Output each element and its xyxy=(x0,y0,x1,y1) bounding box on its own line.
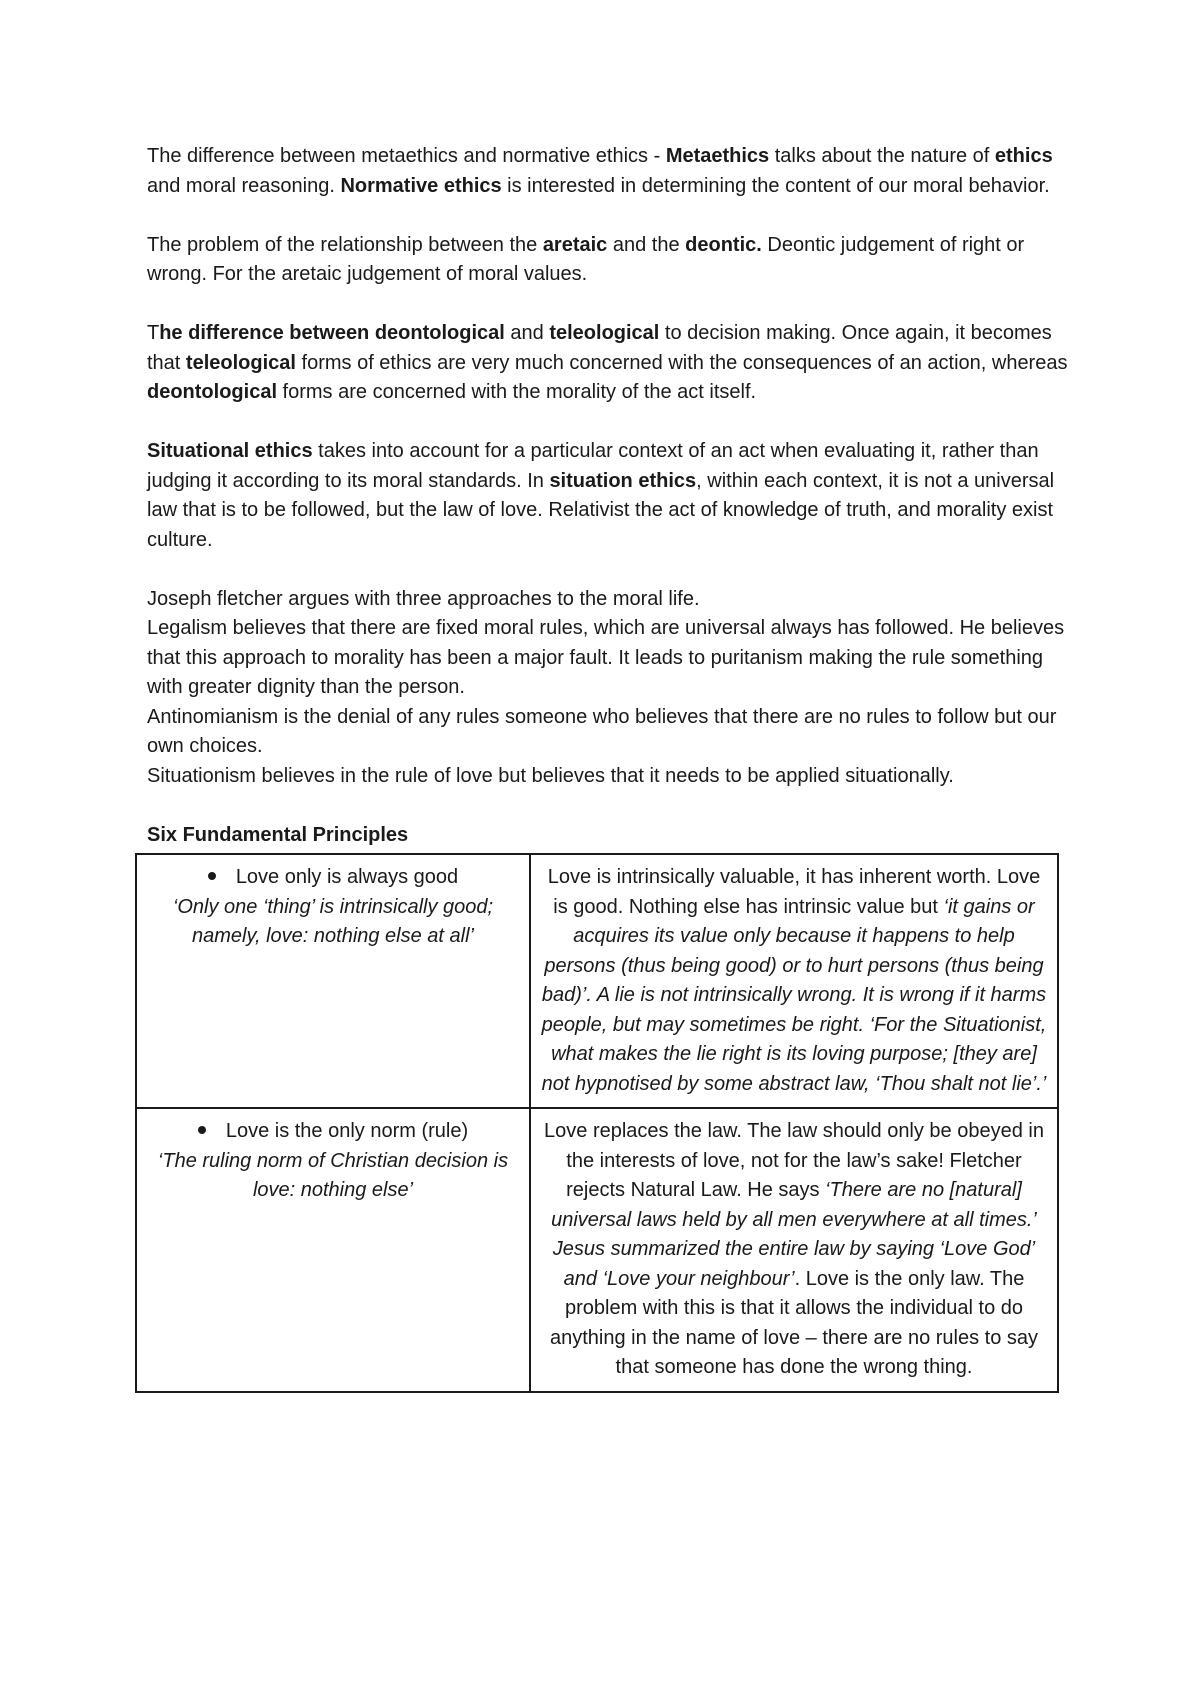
table-cell-principle xyxy=(136,854,530,1108)
paragraph-situational-ethics: Situational ethics takes into account for a particular context of an act when evaluating it, rather than judging it according to its moral standards. In situation ethics, within each context, it is not a universal law that is to be followed, but the law of love. Relativist the act of knowledge of truth, and morality exist culture. xyxy=(147,440,1055,551)
bullet-icon xyxy=(208,872,216,880)
principle-quote: ‘The ruling norm of Christian decision is love: nothing else’ xyxy=(157,1149,509,1201)
principle-title: Love only is always good xyxy=(235,866,459,888)
principle-title: Love is the only norm (rule) xyxy=(225,1120,469,1142)
antinomianism-line: Antinomianism is the denial of any rules someone who believes that there are no rules to follow but our own choices. xyxy=(147,705,1057,757)
principles-table xyxy=(135,853,1059,1393)
paragraph-aretaic-deontic: The problem of the relationship between the aretaic and the deontic. Deontic judgement of right or wrong. For the aretaic judgement of moral values. xyxy=(147,233,1025,285)
table-row xyxy=(136,1108,1058,1392)
legalism-line: Legalism believes that there are fixed moral rules, which are universal always has followed. He believes that this approach to morality has been a major fault. It leads to puritanism making the rule something with greater dignity than the person. xyxy=(147,617,1065,698)
paragraph-metaethics: The difference between metaethics and normative ethics - Metaethics talks about the nature of ethics and moral reasoning. Normative ethics is interested in determining the content of our moral behavior. xyxy=(147,145,1053,197)
table-cell-explanation: Love replaces the law. The law should only be obeyed in the interests of love, not for the law’s sake! Fletcher rejects Natural Law. He says ‘There are no [natural] universal laws held by all men everywhere at all times.’ Jesus summarized the entire law by saying ‘Love God’ and ‘Love your neighbour’. Love is the only law. The problem with this is that it allows the individual to do anything in the name of love – there are no rules to say that someone has done the wrong thing. xyxy=(530,1108,1058,1392)
paragraph-fletcher-approaches xyxy=(147,585,1070,792)
situationism-line: Situationism believes in the rule of love but believes that it needs to be applied situationally. xyxy=(147,764,954,787)
section-heading: Six Fundamental Principles xyxy=(147,823,409,846)
table-cell-principle xyxy=(136,1108,530,1392)
fletcher-intro-line: Joseph fletcher argues with three approaches to the moral life. xyxy=(147,587,700,610)
table-cell-explanation: Love is intrinsically valuable, it has inherent worth. Love is good. Nothing else has intrinsic value but ‘it gains or acquires its value only because it happens to help persons (thus being good) or to hurt persons (thus being bad)’. A lie is not intrinsically wrong. It is wrong if it harms people, but may sometimes be right. ‘For the Situationist, what makes the lie right is its loving purpose; [they are] not hypnotised by some abstract law, ‘Thou shalt not lie’.’ xyxy=(530,854,1058,1108)
table-row xyxy=(136,854,1058,1108)
bullet-icon xyxy=(198,1126,206,1134)
principle-quote: ‘Only one ‘thing’ is intrinsically good; namely, love: nothing else at all’ xyxy=(172,895,494,947)
paragraph-deontological-teleological: The difference between deontological and teleological to decision making. Once again, it becomes that teleological forms of ethics are very much concerned with the consequences of an action, whereas deontological forms are concerned with the morality of the act itself. xyxy=(147,322,1068,403)
